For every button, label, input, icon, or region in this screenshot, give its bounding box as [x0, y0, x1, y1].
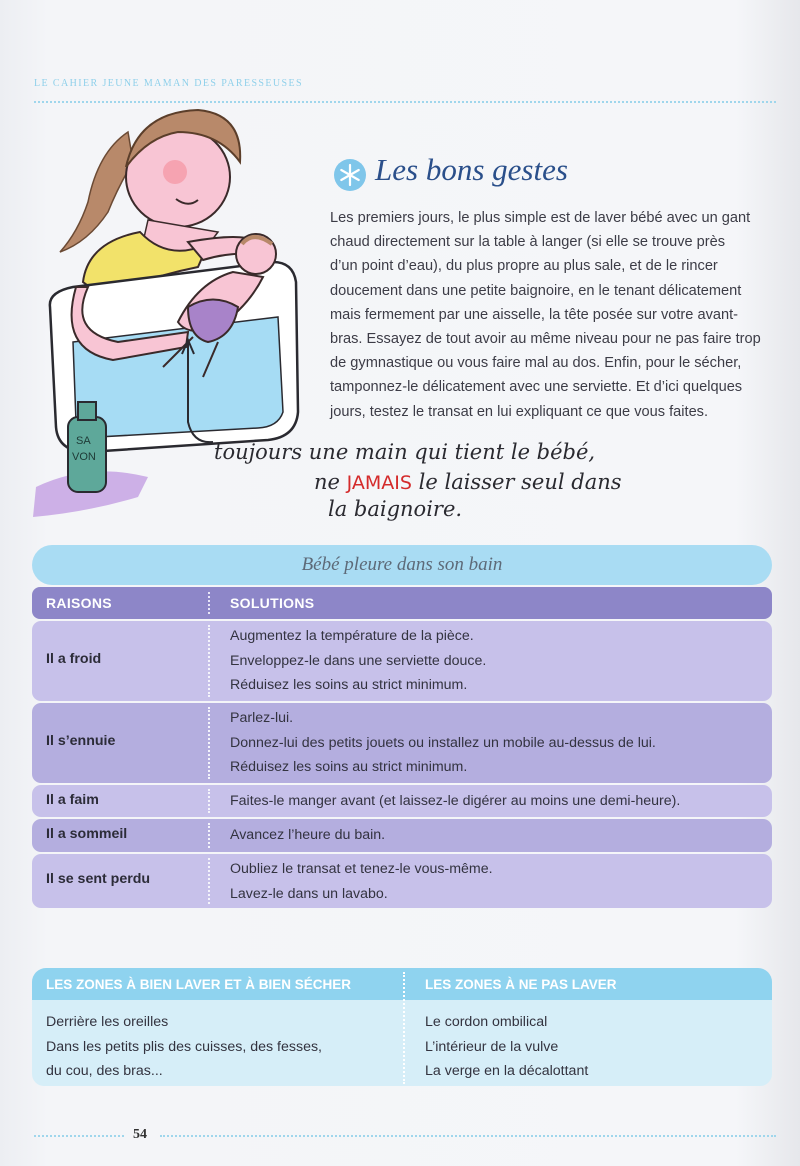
solution-item: Faites-le manger avant (et laissez-le digérer au moins une demi-heure).	[230, 793, 681, 809]
handwritten-jamais: JAMAIS	[346, 472, 412, 494]
zone-item: Dans les petits plis des cuisses, des fesses,	[46, 1038, 322, 1055]
intro-line: de gymnastique ou vous faire mal au dos. Enfin, pour le sécher,	[330, 355, 742, 372]
bottle-label-line1: SA	[76, 435, 91, 447]
intro-line: jours, testez le transat en lui expliquant ce que vous faites.	[330, 403, 709, 420]
solution-item: Lavez-le dans un lavabo.	[230, 885, 388, 902]
row-solutions	[230, 857, 493, 906]
table-row	[32, 854, 772, 908]
handwritten-note-line1: toujours une main qui tient le bébé,	[214, 440, 596, 464]
row-reason: Il se sent perdu	[46, 871, 151, 887]
bottle-label-line2: VON	[72, 451, 96, 463]
intro-line: d’un point d’eau), du plus propre au plus sale, et de le rincer	[330, 258, 718, 275]
page-number: 54	[133, 1127, 147, 1142]
table-row	[32, 819, 772, 852]
footer-divider-left	[34, 1135, 124, 1137]
zones-body	[32, 1000, 772, 1086]
table-row	[32, 703, 772, 783]
intro-line: chaud directement sur la table à langer (si elle se trouve près	[330, 234, 726, 251]
zone-item: La verge en la décalottant	[425, 1063, 589, 1079]
zones-left-list	[46, 1010, 322, 1084]
zones-left-header: LES ZONES À BIEN LAVER ET À BIEN SÉCHER	[46, 977, 352, 992]
handwritten-note-line3: la baignoire.	[328, 497, 463, 521]
zone-item: Le cordon ombilical	[425, 1014, 548, 1030]
handwritten-note-line2	[314, 470, 622, 494]
solution-item: Avancez l’heure du bain.	[230, 827, 386, 843]
solution-item: Réduisez les soins au strict minimum.	[230, 677, 468, 693]
running-header: LE CAHIER JEUNE MAMAN DES PARESSEUSES	[34, 78, 303, 89]
footer-divider-right	[160, 1135, 776, 1137]
table-row	[32, 785, 772, 817]
column-header-reasons: RAISONS	[46, 595, 112, 611]
solution-item: Parlez-lui.	[230, 710, 294, 726]
table-header	[32, 587, 772, 619]
handwritten-rest: le laisser seul dans	[418, 470, 622, 494]
intro-line: Les premiers jours, le plus simple est de laver bébé avec un gant	[330, 210, 751, 226]
snowflake-icon	[333, 158, 367, 192]
mother-bathing-baby-illustration	[28, 92, 328, 532]
row-reason: Il a sommeil	[46, 826, 128, 842]
solution-item: Donnez-lui des petits jouets ou installez un mobile au-dessus de lui.	[230, 734, 656, 751]
solution-item: Augmentez la température de la pièce.	[230, 628, 474, 644]
row-solutions	[230, 789, 680, 814]
intro-line: mais fermement par une aisselle, la tête posée sur votre avant-	[330, 306, 739, 323]
row-reason: Il a froid	[46, 651, 102, 667]
row-solutions	[230, 706, 656, 780]
handwritten-ne: ne	[314, 470, 340, 494]
solution-item: Oubliez le transat et tenez-le vous-même.	[230, 861, 493, 877]
zones-right-header: LES ZONES À NE PAS LAVER	[425, 977, 617, 992]
section-title: Les bons gestes	[375, 152, 568, 187]
solution-item: Enveloppez-le dans une serviette douce.	[230, 652, 487, 669]
zones-header	[32, 968, 772, 1000]
zone-item: L’intérieur de la vulve	[425, 1038, 559, 1055]
intro-line: bras. Essayez de tout avoir au même niveau pour ne pas faire trop	[330, 331, 761, 348]
row-reason: Il a faim	[46, 792, 99, 808]
intro-line: doucement dans une petite baignoire, en le tenant délicatement	[330, 282, 742, 299]
table-row	[32, 621, 772, 701]
row-solutions	[230, 624, 486, 698]
table-title-banner	[32, 545, 772, 585]
zone-item: Derrière les oreilles	[46, 1014, 169, 1030]
solution-item: Réduisez les soins au strict minimum.	[230, 759, 468, 775]
zones-right-list	[425, 1010, 588, 1084]
intro-line: tamponnez-le délicatement avec une serviette. Et d’ici quelques	[330, 379, 743, 396]
column-header-solutions: SOLUTIONS	[230, 595, 315, 611]
intro-paragraph	[330, 206, 778, 424]
zone-item: du cou, des bras...	[46, 1063, 163, 1079]
row-reason: Il s’ennuie	[46, 733, 116, 749]
table-title: Bébé pleure dans son bain	[301, 554, 503, 575]
row-solutions	[230, 823, 385, 848]
